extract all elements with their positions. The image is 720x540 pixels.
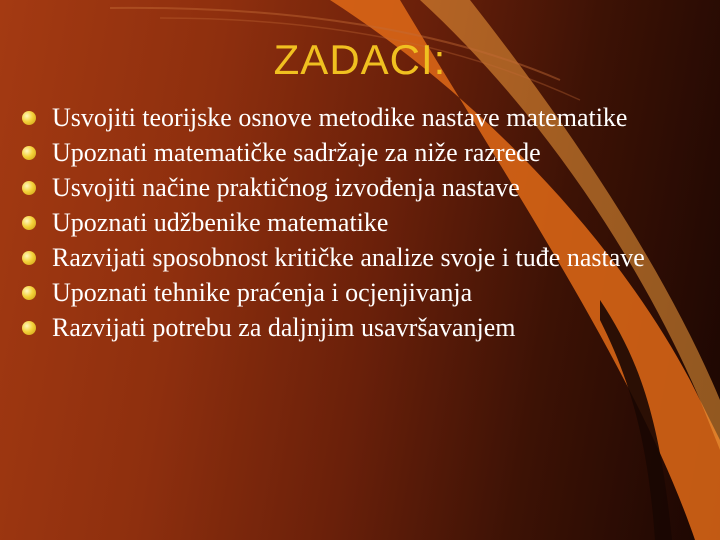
bullet-text: Upoznati tehnike praćenja i ocjenjivanja [52,278,473,307]
bullet-item [20,276,710,310]
bullet-item [20,101,710,135]
slide-title: ZADACI: [273,36,447,83]
bullet-text: Upoznati udžbenike matematike [52,208,389,237]
bullet-dot-icon [22,251,36,265]
bullet-dot-icon [22,146,36,160]
bullet-item [20,241,710,275]
bullet-text: Razvijati sposobnost kritičke analize svoje i tuđe nastave [52,243,645,272]
bullet-dot-icon [22,286,36,300]
bullet-item [20,206,710,240]
bullet-text: Usvojiti teorijske osnove metodike nastave matematike [52,103,628,132]
bullet-dot-icon [22,321,36,335]
bullet-item [20,171,710,205]
bullet-text: Razvijati potrebu za daljnjim usavršavanjem [52,313,516,342]
bullet-dot-icon [22,216,36,230]
bullet-text: Usvojiti načine praktičnog izvođenja nastave [52,173,520,202]
bullet-item [20,311,710,345]
bullet-list [20,101,710,346]
bullet-item [20,136,710,170]
bullet-text: Upoznati matematičke sadržaje za niže razrede [52,138,541,167]
bullet-dot-icon [22,181,36,195]
bullet-dot-icon [22,111,36,125]
